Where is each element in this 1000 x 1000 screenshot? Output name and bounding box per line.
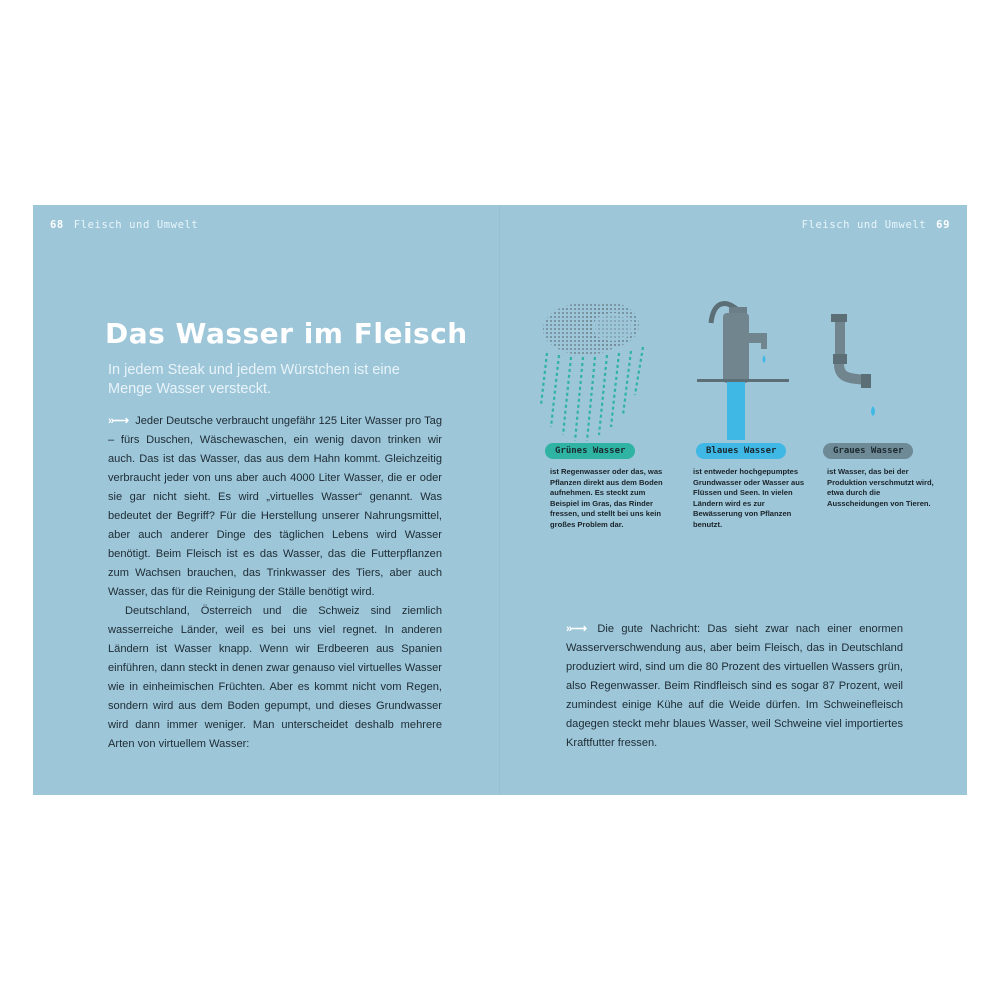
green-water-label: Grünes Wasser xyxy=(545,443,635,459)
arrow-icon: »⟶ xyxy=(108,415,129,427)
left-page-number: 68 xyxy=(50,219,64,231)
right-page-number: 69 xyxy=(936,219,950,231)
grey-water-description: ist Wasser, das bei der Produktion verschmutzt wird, etwa durch die Ausscheidungen von Tieren. xyxy=(827,467,934,508)
rain-cloud-illustration xyxy=(533,295,663,450)
body-paragraph-2: Deutschland, Österreich und die Schweiz sind ziemlich wasserreiche Länder, weil es bei uns viel regnet. In anderen Ländern ist Wasser knapp. Wenn wir Erdbeeren aus Spanien einführen, dann steckt in denen zwar genauso viel virtuelles Wasser wie in einheimischen Früchten. Aber es kommt nicht vom Regen, sondern wird aus dem Boden gepumpt, und dieses Grundwasser wird dann immer weniger. Man unterscheidet deshalb mehrere Arten von virtuellem Wasser: xyxy=(108,605,442,750)
grey-water-label: Graues Wasser xyxy=(823,443,913,459)
blue-water-description: ist entweder hochgepumptes Grundwasser oder Wasser aus Flüssen und Seen. In vielen Ländern wird es zur Bewässerung von Pflanzen benutzt. xyxy=(693,467,805,529)
left-running-header xyxy=(50,219,201,231)
arrow-icon: »⟶ xyxy=(566,623,587,635)
green-water-description: ist Regenwasser oder das, was Pflanzen direkt aus dem Boden aufnehmen. Es steckt zum Beispiel im Gras, das Rinder fressen, und stellt bei uns kein großes Problem dar. xyxy=(550,467,663,529)
article-title: Das Wasser im Fleisch xyxy=(105,317,468,350)
blue-water-label: Blaues Wasser xyxy=(696,443,786,459)
body-paragraph-1: »⟶ Jeder Deutsche verbraucht ungefähr 125 Liter Wasser pro Tag – fürs Duschen, Wäschewaschen, ein wenig davon trinken wir auch. Das ist das Wasser, das aus dem Hahn kommt. Gleichzeitig verbraucht jeder von uns aber auch 4000 Liter Wasser, die er oder sie gar nicht sieht. Es wird „virtuelles Wasser“ genannt. Was bedeutet der Begriff? Für die Herstellung unserer Nahrungsmittel, aber auch anderer Dinge des täglichen Lebens wird Wasser benötigt. Beim Fleisch ist es das Wasser, das die Futterpflanzen zum Wachsen brauchen, das Trinkwasser des Tiers, aber auch Wasser, das für die Reinigung der Ställe benötigt wird. xyxy=(108,415,442,598)
right-running-header xyxy=(799,219,950,231)
right-header-title: Fleisch und Umwelt xyxy=(801,219,927,231)
left-body-text xyxy=(108,412,442,754)
body-paragraph-3: »⟶ Die gute Nachricht: Das sieht zwar nach einer enormen Wasserverschwendung aus, aber beim Fleisch, das in Deutschland produziert wird, sind um die 80 Prozent des virtuellen Wassers grün, also Regenwasser. Beim Rindfleisch sind es sogar 87 Prozent, weil zumindest einige Kühe auf die Weide dürfen. Im Schweinefleisch dagegen steckt mehr blaues Wasser, weil Schweine viel importiertes Kraftfutter fressen. xyxy=(566,623,903,749)
article-subtitle: In jedem Steak und jedem Würstchen ist eine Menge Wasser versteckt. xyxy=(108,362,400,397)
dripping-pipe-illustration xyxy=(813,310,893,440)
book-spread xyxy=(33,205,967,795)
right-body-text xyxy=(566,620,903,753)
page-gutter xyxy=(499,205,500,795)
left-header-title: Fleisch und Umwelt xyxy=(73,219,199,231)
water-pump-illustration xyxy=(683,283,803,448)
